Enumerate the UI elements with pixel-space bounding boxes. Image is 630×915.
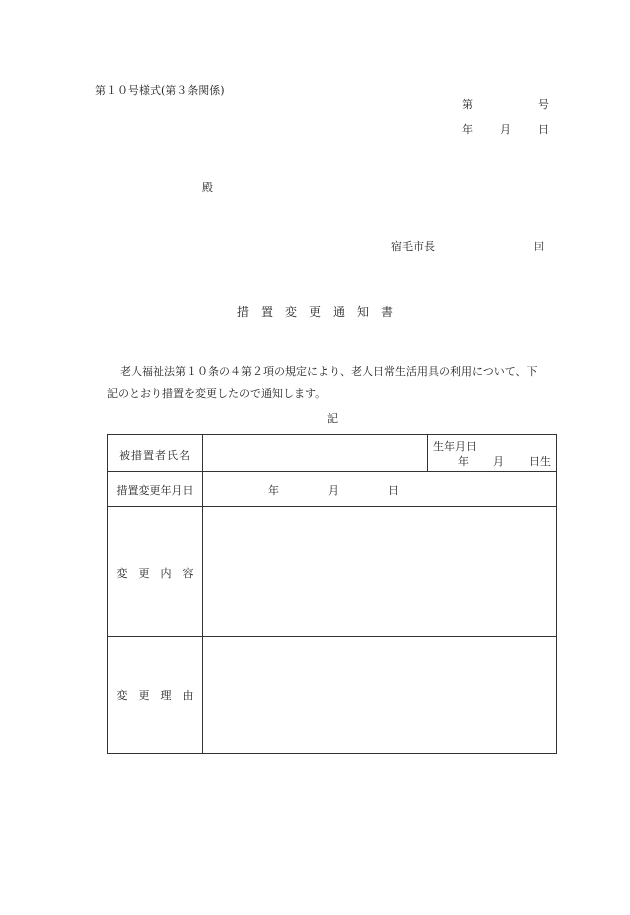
document-title: 措 置 変 更 通 知 書 <box>236 305 393 319</box>
row-divider-1 <box>108 471 556 472</box>
change-month: 月 <box>328 484 339 497</box>
name-field[interactable] <box>204 436 426 470</box>
date-month: 月 <box>500 123 511 136</box>
doc-number-suffix: 号 <box>538 98 549 111</box>
notice-form-table <box>107 434 557 754</box>
form-number: 第１０号様式(第３条関係) <box>95 84 225 97</box>
birth-year: 年 <box>458 455 469 468</box>
body-line-1: 老人福祉法第１０条の４第２項の規定により、老人日常生活用具の利用について、下 <box>120 365 538 378</box>
addressee-honorific: 殿 <box>202 181 213 194</box>
birth-day: 日生 <box>529 455 551 468</box>
change-reason-field[interactable] <box>204 638 554 751</box>
birthdate-divider <box>427 435 428 471</box>
doc-number-prefix: 第 <box>462 98 473 111</box>
sender-title: 宿毛市長 <box>391 240 435 253</box>
ki-label: 記 <box>327 412 338 425</box>
change-content-field[interactable] <box>204 508 554 635</box>
change-reason-label: 変 更 理 由 <box>116 689 194 702</box>
body-line-2: 記のとおり措置を変更したので通知します。 <box>107 387 327 400</box>
row-divider-3 <box>108 636 556 637</box>
row-divider-2 <box>108 506 556 507</box>
date-day: 日 <box>538 123 549 136</box>
change-year: 年 <box>268 484 279 497</box>
birthdate-label: 生年月日 <box>433 440 477 453</box>
label-column-divider <box>202 435 203 753</box>
change-content-label: 変 更 内 容 <box>116 567 194 580</box>
date-year: 年 <box>462 123 473 136</box>
change-date-label: 措置変更年月日 <box>116 484 194 497</box>
birth-month: 月 <box>493 455 504 468</box>
change-day: 日 <box>388 484 399 497</box>
seal-mark: 囙 <box>534 242 544 253</box>
name-label: 被措置者氏名 <box>119 449 191 462</box>
